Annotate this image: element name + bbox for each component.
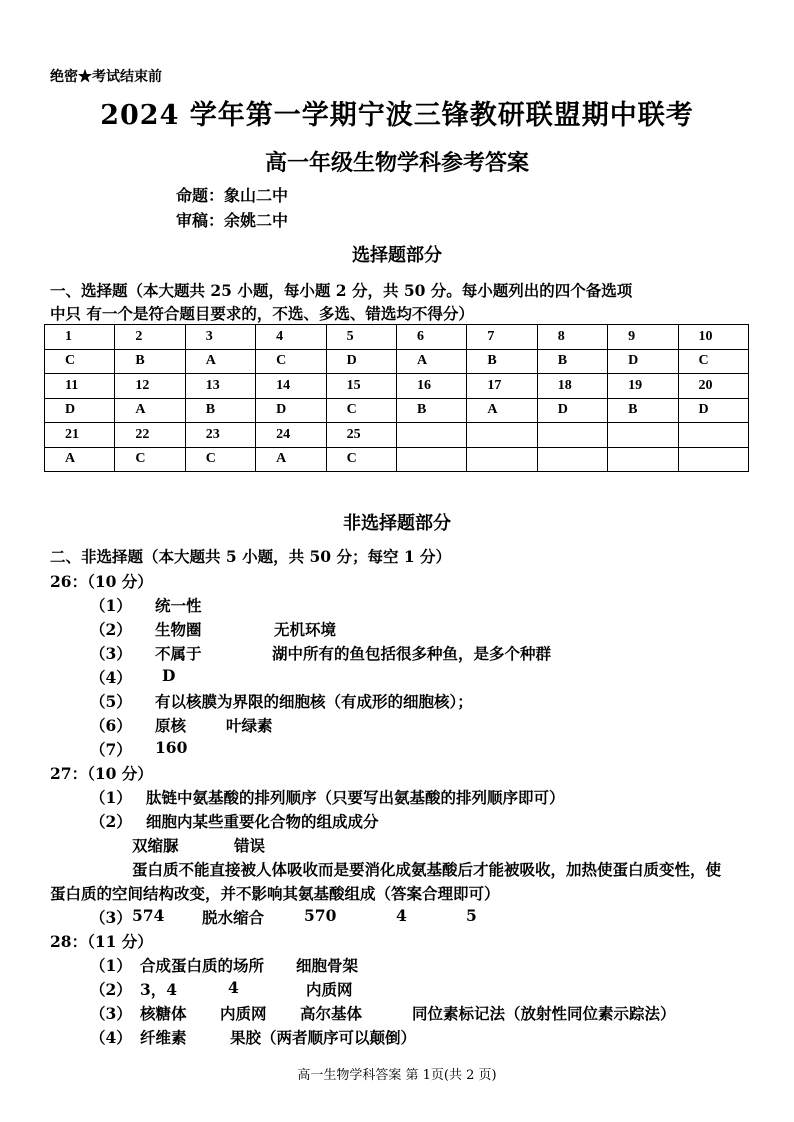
answer-cell: D — [256, 398, 326, 423]
answer-row — [45, 398, 749, 423]
q27-3-answer-a1: 574 — [132, 906, 165, 925]
q28-4-answer-a2: 果胶（两者顺序可以颠倒） — [230, 1028, 417, 1047]
answer-cell: B — [467, 349, 537, 374]
answer-cell: B — [185, 398, 255, 423]
q26-item-num: （5） — [90, 692, 132, 711]
answer-cell: C — [115, 447, 185, 472]
q27-3-num: （3） — [90, 908, 132, 927]
q28-1-answer-a1: 合成蛋白质的场所 — [140, 956, 265, 975]
question-number-cell: 2 — [115, 325, 185, 350]
question-number-cell: 1 — [45, 325, 115, 350]
question-number-cell: 25 — [326, 423, 396, 448]
q28-1-num: （1） — [90, 956, 132, 975]
q28-2-answer-a2: 4 — [228, 978, 239, 997]
question-number-cell: 16 — [396, 374, 466, 399]
answer-cell: B — [115, 349, 185, 374]
answer-row — [45, 447, 749, 472]
question-number-row — [45, 325, 749, 350]
question-number-row — [45, 423, 749, 448]
answer-cell: C — [678, 349, 748, 374]
q28-3-num: （3） — [90, 1004, 132, 1023]
question-number-cell: 5 — [326, 325, 396, 350]
q26-item-num: （6） — [90, 716, 132, 735]
question-number-cell — [396, 423, 466, 448]
q27-3-answer-a5: 5 — [466, 906, 477, 925]
question-number-cell: 6 — [396, 325, 466, 350]
q26-item-num: （3） — [90, 644, 132, 663]
q26-item-num: （7） — [90, 740, 132, 759]
question-number-cell: 18 — [537, 374, 607, 399]
q26-item-answer: 不属于 — [155, 644, 202, 663]
page-footer: 高一生物学科答案 第 1页(共 2 页) — [297, 1068, 497, 1083]
q28-3-answer-a2: 内质网 — [220, 1004, 267, 1023]
q26-item-answer-2: 湖中所有的鱼包括很多种鱼，是多个种群 — [272, 644, 552, 663]
question-number-cell — [467, 423, 537, 448]
q27-1-answer: 肽链中氨基酸的排列顺序（只要写出氨基酸的排列顺序即可） — [146, 788, 565, 807]
answer-cell: C — [256, 349, 326, 374]
question-number-cell: 21 — [45, 423, 115, 448]
question-number-cell: 15 — [326, 374, 396, 399]
q26-item-num: （2） — [90, 620, 132, 639]
answer-cell: A — [115, 398, 185, 423]
answer-table — [44, 324, 749, 472]
q28-3-answer-a3: 高尔基体 — [300, 1004, 363, 1023]
answer-cell: C — [326, 447, 396, 472]
question-number-cell: 9 — [608, 325, 678, 350]
q27-header: 27：（10 分） — [50, 764, 153, 783]
q27-2-answer-a1: 双缩脲 — [132, 836, 179, 855]
q28-2-answer-a3: 内质网 — [306, 980, 353, 999]
answer-cell: B — [537, 349, 607, 374]
q26-item-num: （1） — [90, 596, 132, 615]
answer-cell: A — [185, 349, 255, 374]
reviewer-line: 审稿：余姚二中 — [176, 211, 289, 230]
question-number-cell: 19 — [608, 374, 678, 399]
question-number-cell: 4 — [256, 325, 326, 350]
answer-cell: B — [396, 398, 466, 423]
question-number-row — [45, 374, 749, 399]
q27-3-answer-a3: 570 — [304, 906, 337, 925]
q28-1-answer-a2: 细胞骨架 — [296, 956, 359, 975]
answer-cell: C — [326, 398, 396, 423]
q28-2-answer-a1: 3，4 — [140, 980, 178, 999]
answer-cell: A — [45, 447, 115, 472]
question-number-cell: 23 — [185, 423, 255, 448]
q28-4-num: （4） — [90, 1028, 132, 1047]
choice-section-heading: 选择题部分 — [352, 245, 442, 266]
question-number-cell: 24 — [256, 423, 326, 448]
answer-cell: C — [45, 349, 115, 374]
answer-cell: A — [256, 447, 326, 472]
question-number-cell: 10 — [678, 325, 748, 350]
exam-subtitle: 高一年级生物学科参考答案 — [264, 150, 529, 176]
q26-item-answer-2: 叶绿素 — [226, 716, 273, 735]
choice-instruction-1: 一、选择题（本大题共 25 小题，每小题 2 分，共 50 分。每小题列出的四个备选项 — [50, 281, 633, 300]
question-number-cell — [608, 423, 678, 448]
q27-2-answer: 细胞内某些重要化合物的组成成分 — [146, 812, 379, 831]
answer-cell: D — [537, 398, 607, 423]
answer-cell: B — [608, 398, 678, 423]
q28-4-answer-a1: 纤维素 — [140, 1028, 187, 1047]
answer-cell: A — [396, 349, 466, 374]
question-number-cell: 13 — [185, 374, 255, 399]
q26-item-num: （4） — [90, 668, 132, 687]
question-number-cell: 3 — [185, 325, 255, 350]
q28-header: 28：（11 分） — [50, 932, 153, 951]
answer-cell: A — [467, 398, 537, 423]
q27-2-explanation-1: 蛋白质不能直接被人体吸收而是要消化成氨基酸后才能被吸收，加热使蛋白质变性，使 — [132, 860, 722, 879]
question-number-cell: 8 — [537, 325, 607, 350]
q28-3-answer-a4: 同位素标记法（放射性同位素示踪法） — [412, 1004, 676, 1023]
q28-3-answer-a1: 核糖体 — [140, 1004, 187, 1023]
answer-cell: D — [45, 398, 115, 423]
q27-1-num: （1） — [90, 788, 132, 807]
question-number-cell: 20 — [678, 374, 748, 399]
nonchoice-section-heading: 非选择题部分 — [343, 513, 451, 534]
q26-item-answer: 160 — [155, 738, 188, 757]
q26-item-answer: 有以核膜为界限的细胞核（有成形的细胞核）； — [155, 692, 473, 711]
answer-cell: D — [678, 398, 748, 423]
nonchoice-instruction: 二、非选择题（本大题共 5 小题，共 50 分；每空 1 分） — [50, 547, 452, 566]
q28-2-num: （2） — [90, 980, 132, 999]
q27-2-answer-a2: 错误 — [234, 836, 266, 855]
question-number-cell: 17 — [467, 374, 537, 399]
answer-row — [45, 349, 749, 374]
q27-3-answer-a4: 4 — [396, 906, 407, 925]
answer-cell — [537, 447, 607, 472]
answer-cell — [396, 447, 466, 472]
answer-cell — [467, 447, 537, 472]
answer-cell — [678, 447, 748, 472]
q27-2-num: （2） — [90, 812, 132, 831]
question-number-cell: 12 — [115, 374, 185, 399]
q26-item-answer: 生物圈 — [155, 620, 202, 639]
answer-cell: D — [326, 349, 396, 374]
question-number-cell — [537, 423, 607, 448]
answer-cell: D — [608, 349, 678, 374]
choice-instruction-2: 中只 有一个是符合题目要求的，不选、多选、错选均不得分） — [50, 304, 474, 323]
exam-title: 2024 学年第一学期宁波三锋教研联盟期中联考 — [100, 100, 694, 131]
question-number-cell: 14 — [256, 374, 326, 399]
q26-item-answer-2: 无机环境 — [274, 620, 337, 639]
question-number-cell: 22 — [115, 423, 185, 448]
proposer-line: 命题：象山二中 — [176, 186, 289, 205]
secret-label: 绝密★考试结束前 — [50, 69, 162, 85]
q27-2-explanation-2: 蛋白质的空间结构改变，并不影响其氨基酸组成（答案合理即可） — [50, 884, 500, 903]
q26-item-answer: D — [162, 666, 176, 685]
q27-3-answer-a2: 脱水缩合 — [202, 908, 265, 927]
question-number-cell: 11 — [45, 374, 115, 399]
q26-item-answer: 原核 — [155, 716, 187, 735]
question-number-cell — [678, 423, 748, 448]
answer-cell: C — [185, 447, 255, 472]
answer-cell — [608, 447, 678, 472]
q26-header: 26：（10 分） — [50, 572, 153, 591]
question-number-cell: 7 — [467, 325, 537, 350]
q26-item-answer: 统一性 — [155, 596, 202, 615]
